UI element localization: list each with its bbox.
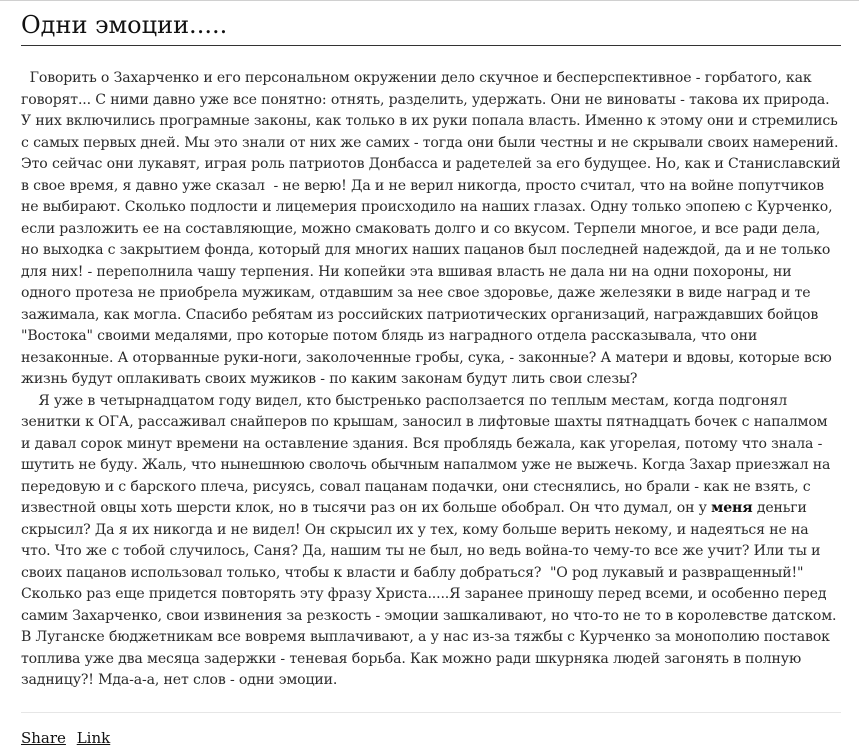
share-link[interactable]: Share — [21, 728, 66, 747]
footer-divider — [21, 712, 841, 713]
post-paragraph-2 — [21, 391, 841, 692]
bold-emphasis: меня — [711, 500, 753, 516]
post-body — [21, 68, 845, 692]
post-footer — [21, 728, 841, 748]
paragraph-2-text-start: Я уже в четырнадцатом году видел, кто быстренько расползается по теплым местам, когда подгонял зенитки к ОГА, рассаживал снайперов по крышам, заносил в лифтовые шахты пятнадцать бочек с напалмом и давал сорок минут времени на оставление здания. Вся проблядь бежала, как угорелая, потому что знала - шутить не буду. Жаль, что нынешнюю сволочь обычным напалмом уже не выжечь. Когда Захар приезжал на передовую и с барского плеча, рисуясь, совал пацанам подачки, они стеснялись, но брали - как не взять, с известной овцы хоть шерсти клок, но в тысячи раз он их больше обобрал. Он что думал, он у — [21, 392, 835, 516]
top-divider — [0, 0, 859, 1]
paragraph-2-text-end: деньги скрысил? Да я их никогда и не видел! Он скрысил их у тех, кому больше верить некому, и надеяться не на что. Что же с тобой случилось, Саня? Да, нашим ты не был, но ведь война-то чему-то все же учит? Или ты и своих пацанов использовал только, чтобы к власти и баблу добраться? "О род лукавый и развращенный!" Сколько раз еще придется повторять эту фразу Христа.....Я заранее приношу перед всеми, и особенно перед самим Захарченко, свои извинения за резкость - эмоции зашкаливают, но что-то не то в королевстве датском. В Луганске бюджетникам все вовремя выплачивают, а у нас из-за тяжбы с Курченко за монополию поставок топлива уже два месяца задержки - теневая борьба. Как можно ради шкурняка людей загонять в полную задницу?! Мда-а-а, нет слов - одни эмоции. — [21, 500, 841, 688]
post-title: Одни эмоции..... — [21, 8, 841, 46]
permalink[interactable]: Link — [76, 728, 111, 747]
post-paragraph-1: Говорить о Захарченко и его персональном окружении дело скучное и бесперспективное - горбатого, как говорят... С ними давно уже все понятно: отнять, разделить, удержать. Они не виноваты - такова их природа. У них включились програмные законы, как только в их руки попала власть. Именно к этому они и стремились с самых первых дней. Мы это знали от них же самих - тогда они были честны и не скрывали своих намерений. Это сейчас они лукавят, играя роль патриотов Донбасса и радетелей за его будущее. Но, как и Станиславский в свое время, я давно уже сказал - не верю! Да и не верил никогда, просто считал, что на войне попутчиков не выбирают. Сколько подлости и лицемерия происходило на наших глазах. Одну только эпопею с Курченко, если разложить ее на составляющие, можно смаковать долго и со вкусом. Терпели многое, и все ради дела, но выходка с закрытием фонда, который для многих наших пацанов был последней надеждой, да и не только для них! - переполнила чашу терпения. Ни копейки эта вшивая власть не дала ни на одни похороны, ни одного протеза не приобрела мужикам, отдавшим за нее свое здоровье, даже железяки в виде наград и те зажимала, как могла. Спасибо ребятам из российских патриотических организаций, награждавших бойцов "Востока" своими медалями, про которые потом блядь из наградного отдела рассказывала, что они незаконные. А оторванные руки-ноги, заколоченные гробы, сука, - законные? А матери и вдовы, которые всю жизнь будут оплакивать своих мужиков - по каким законам будут лить свои слезы? — [21, 70, 845, 387]
blog-post — [21, 8, 845, 748]
